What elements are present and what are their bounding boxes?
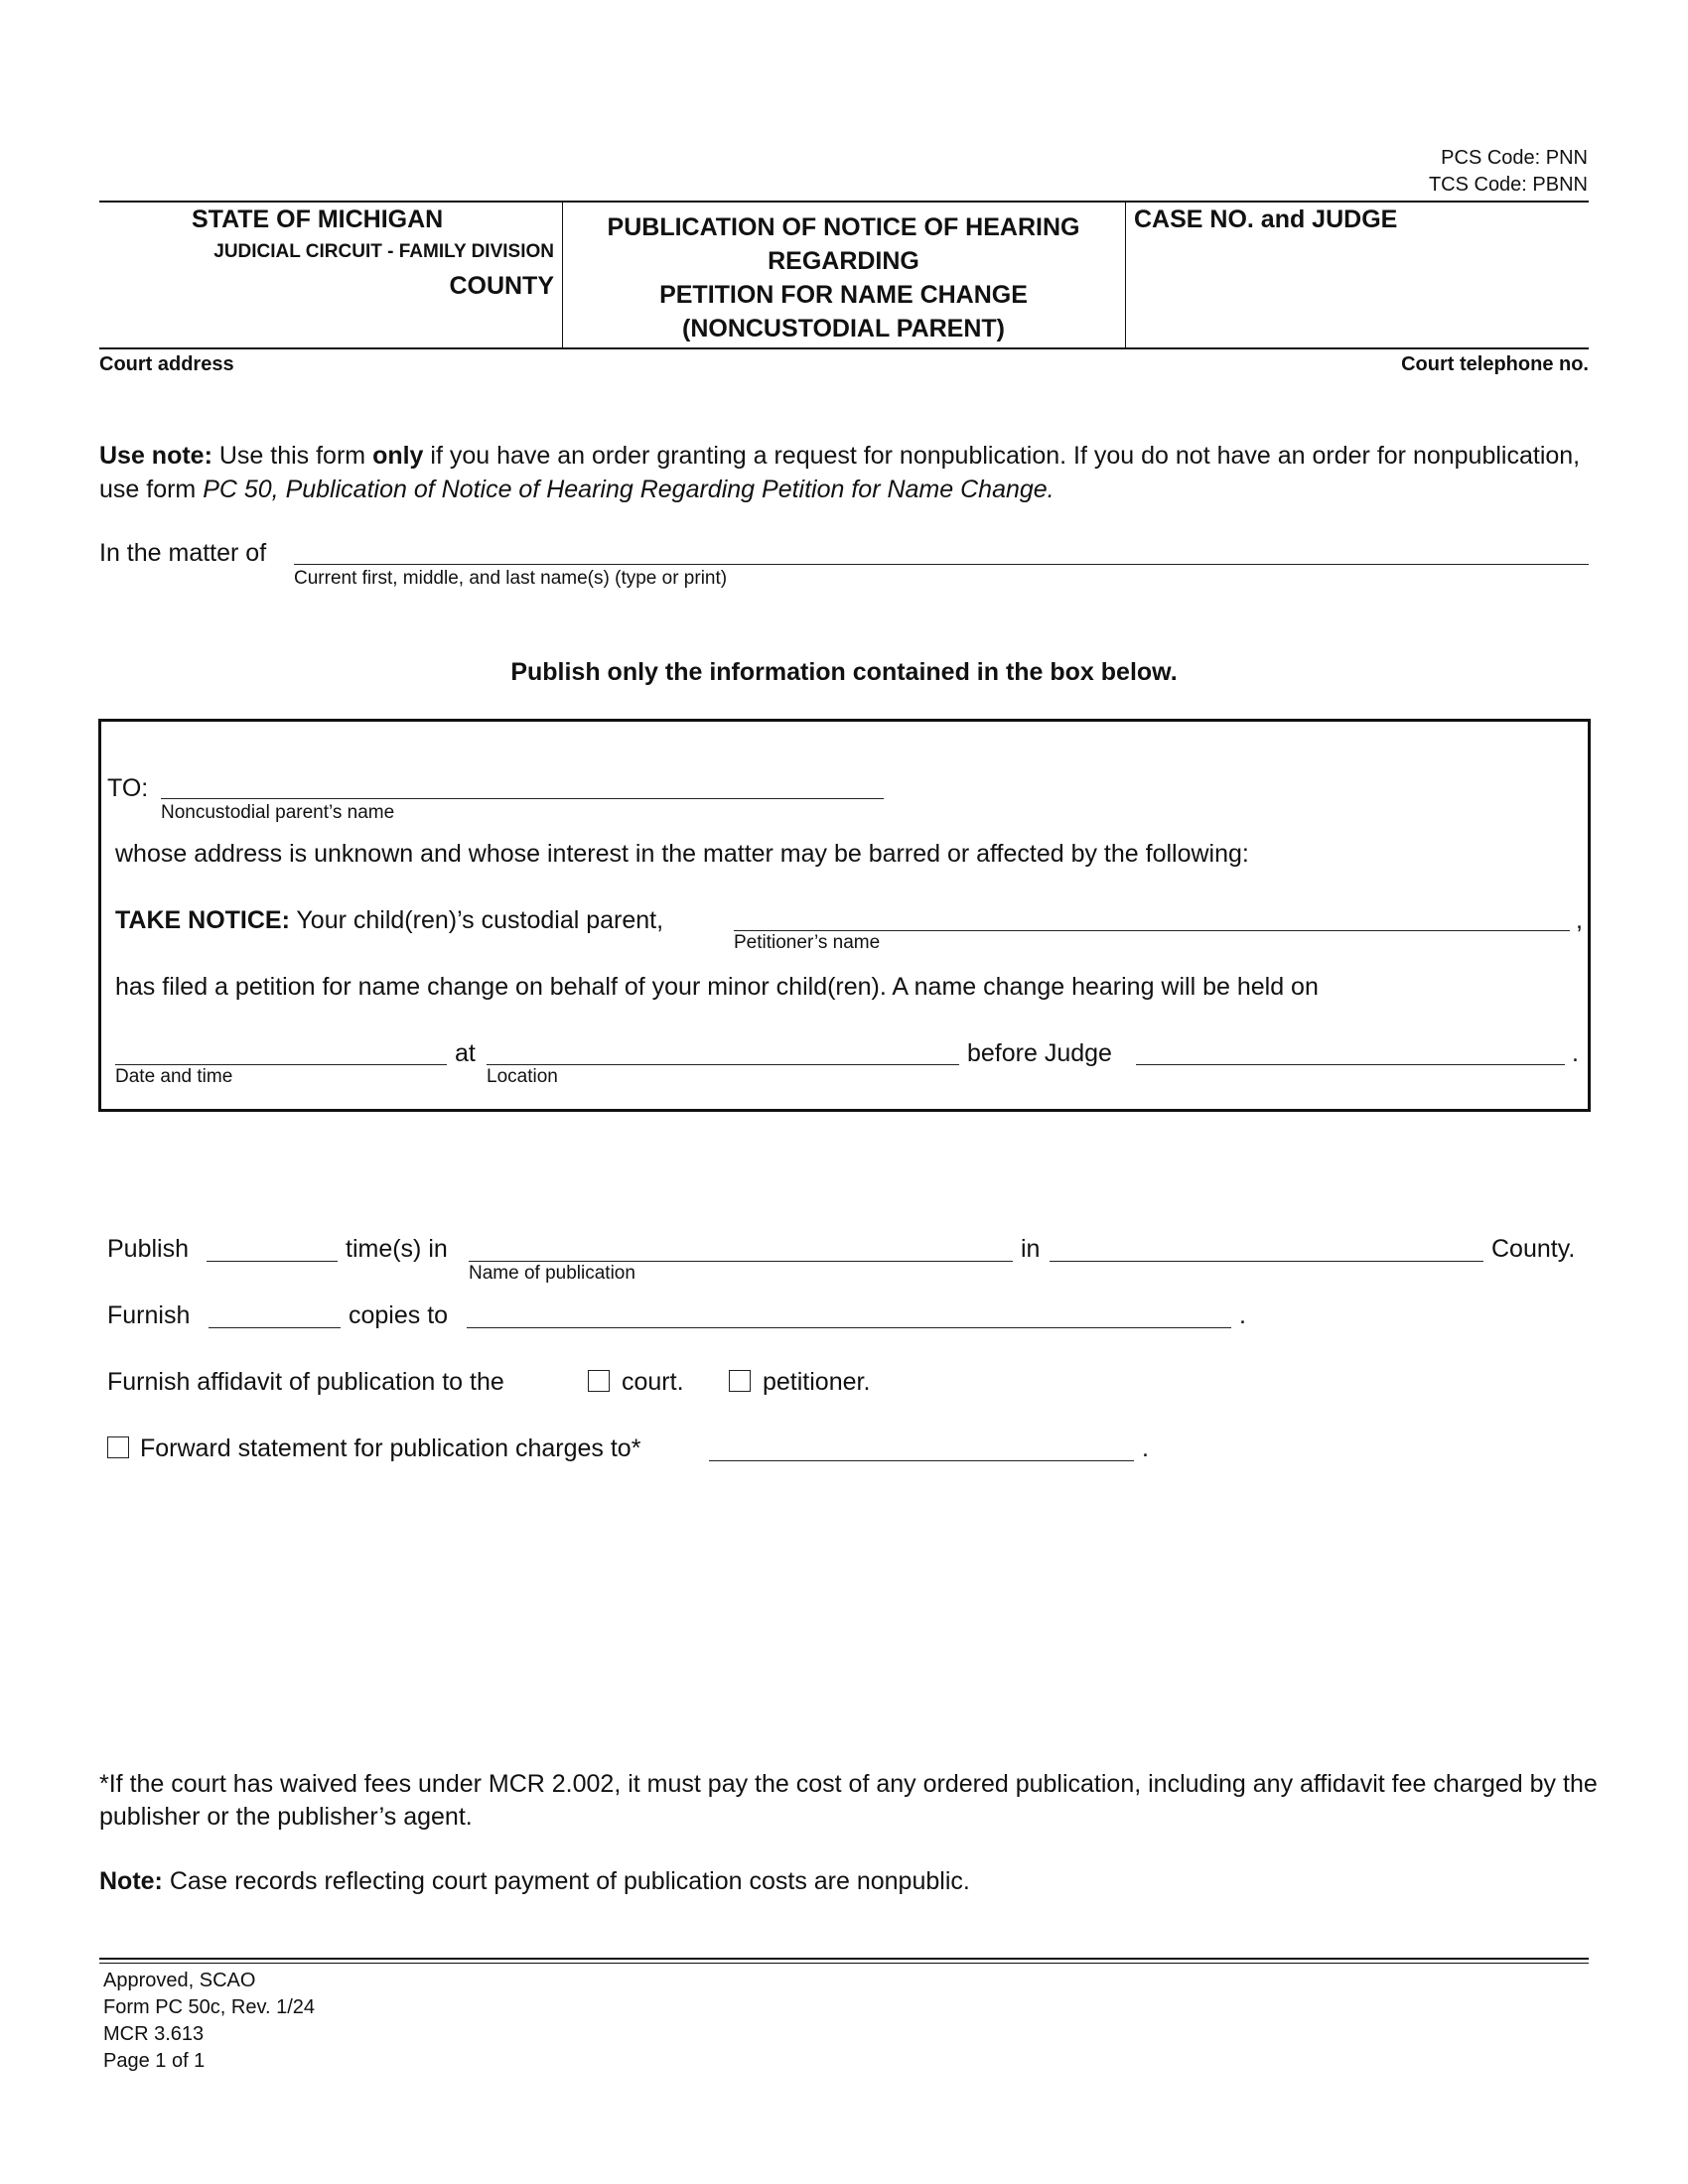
header-bottom-rule — [99, 347, 1589, 349]
county-field[interactable] — [1050, 1261, 1483, 1262]
form-title — [562, 210, 1125, 345]
title-line-2: REGARDING — [768, 247, 919, 275]
use-note-text-1: Use this form — [211, 442, 373, 470]
filed-text: has filed a petition for name change on behalf of your minor child(ren). A name change hearing will be held on — [115, 973, 1319, 1001]
affidavit-text: Furnish affidavit of publication to the — [107, 1368, 504, 1396]
title-line-4: (NONCUSTODIAL PARENT) — [682, 315, 1005, 342]
court-checkbox[interactable] — [588, 1370, 610, 1392]
note-lead: Note: — [99, 1867, 163, 1895]
location-hint: Location — [487, 1066, 558, 1087]
note-text: Case records reflecting court payment of publication costs are nonpublic. — [162, 1867, 970, 1895]
forward-period: . — [1142, 1434, 1149, 1462]
petitioner-comma: , — [1576, 906, 1583, 934]
use-note-lead: Use note: — [99, 442, 212, 470]
take-notice-body: Your child(ren)’s custodial parent, — [289, 906, 664, 934]
in-label: in — [1021, 1235, 1041, 1263]
title-line-1: PUBLICATION OF NOTICE OF HEARING — [607, 213, 1080, 241]
court-option-label: court. — [622, 1368, 684, 1396]
copies-recipient-field[interactable] — [467, 1327, 1231, 1328]
footer-approved: Approved, SCAO — [103, 1970, 256, 1991]
date-time-hint: Date and time — [115, 1066, 233, 1087]
footer-rule-bottom — [99, 1963, 1589, 1964]
county-suffix: County. — [1491, 1235, 1576, 1263]
pcs-code: PCS Code: PNN — [1441, 147, 1588, 169]
footer-page: Page 1 of 1 — [103, 2050, 206, 2072]
take-notice-text — [115, 906, 663, 935]
forward-recipient-field[interactable] — [709, 1460, 1134, 1461]
publish-times-field[interactable] — [207, 1261, 338, 1262]
judge-name-field[interactable] — [1136, 1064, 1565, 1065]
petitioner-name-hint: Petitioner’s name — [734, 932, 881, 953]
judge-period: . — [1572, 1039, 1579, 1067]
publication-name-hint: Name of publication — [469, 1263, 635, 1284]
forward-statement-text: Forward statement for publication charges to* — [140, 1434, 641, 1462]
court-phone-label: Court telephone no. — [1401, 353, 1589, 375]
fee-footnote: *If the court has waived fees under MCR 2.002, it must pay the cost of any ordered publication, including any affidavit fee charged by the publisher or the publisher’s agent. — [99, 1770, 1598, 1831]
location-field[interactable] — [487, 1064, 959, 1065]
form-footer — [103, 1968, 315, 2075]
state-name: STATE OF MICHIGAN — [192, 205, 444, 233]
use-note-text-2: if you have an order granting a request for nonpublication. If you do not have an order for nonpublication, use form — [99, 442, 1581, 503]
date-time-field[interactable] — [115, 1064, 447, 1065]
use-note-form-ref: PC 50, Publication of Notice of Hearing Regarding Petition for Name Change. — [203, 476, 1055, 503]
publication-name-field[interactable] — [469, 1261, 1013, 1262]
matter-name-hint: Current first, middle, and last name(s) (type or print) — [294, 568, 728, 589]
footer-mcr: MCR 3.613 — [103, 2023, 205, 2045]
copies-period: . — [1239, 1301, 1246, 1329]
nonpublic-note — [99, 1867, 970, 1896]
forward-statement-checkbox[interactable] — [107, 1436, 129, 1458]
petitioner-name-field[interactable] — [734, 930, 1570, 931]
tcs-code: TCS Code: PBNN — [1428, 174, 1588, 196]
case-no-label: CASE NO. and JUDGE — [1134, 205, 1398, 233]
petitioner-option-label: petitioner. — [763, 1368, 871, 1396]
noncustodial-name-hint: Noncustodial parent’s name — [161, 802, 395, 823]
publish-label: Publish — [107, 1235, 189, 1263]
matter-name-field[interactable] — [294, 564, 1589, 565]
copies-count-field[interactable] — [209, 1327, 341, 1328]
division-name: JUDICIAL CIRCUIT - FAMILY DIVISION — [213, 241, 554, 262]
title-line-3: PETITION FOR NAME CHANGE — [659, 281, 1028, 309]
before-judge-label: before Judge — [967, 1039, 1112, 1067]
use-note — [99, 439, 1589, 506]
court-address-label: Court address — [99, 353, 234, 375]
furnish-label: Furnish — [107, 1301, 191, 1329]
use-note-only: only — [372, 442, 424, 470]
address-unknown-text: whose address is unknown and whose interest in the matter may be barred or affected by the following: — [115, 840, 1249, 868]
matter-label: In the matter of — [99, 539, 267, 567]
header-top-rule — [99, 201, 1589, 203]
petitioner-checkbox[interactable] — [729, 1370, 751, 1392]
times-in-label: time(s) in — [346, 1235, 448, 1263]
copies-to-label: copies to — [349, 1301, 449, 1329]
header-divider-right — [1125, 201, 1126, 347]
footer-form-number: Form PC 50c, Rev. 1/24 — [103, 1996, 316, 2018]
footer-rule-top — [99, 1958, 1589, 1960]
county-label: COUNTY — [449, 272, 554, 300]
noncustodial-name-field[interactable] — [161, 798, 884, 799]
to-label: TO: — [107, 774, 149, 802]
at-label: at — [455, 1039, 476, 1067]
form-codes — [1429, 145, 1588, 199]
take-notice-lead: TAKE NOTICE: — [115, 906, 290, 934]
publish-heading: Publish only the information contained in the box below. — [510, 658, 1178, 686]
